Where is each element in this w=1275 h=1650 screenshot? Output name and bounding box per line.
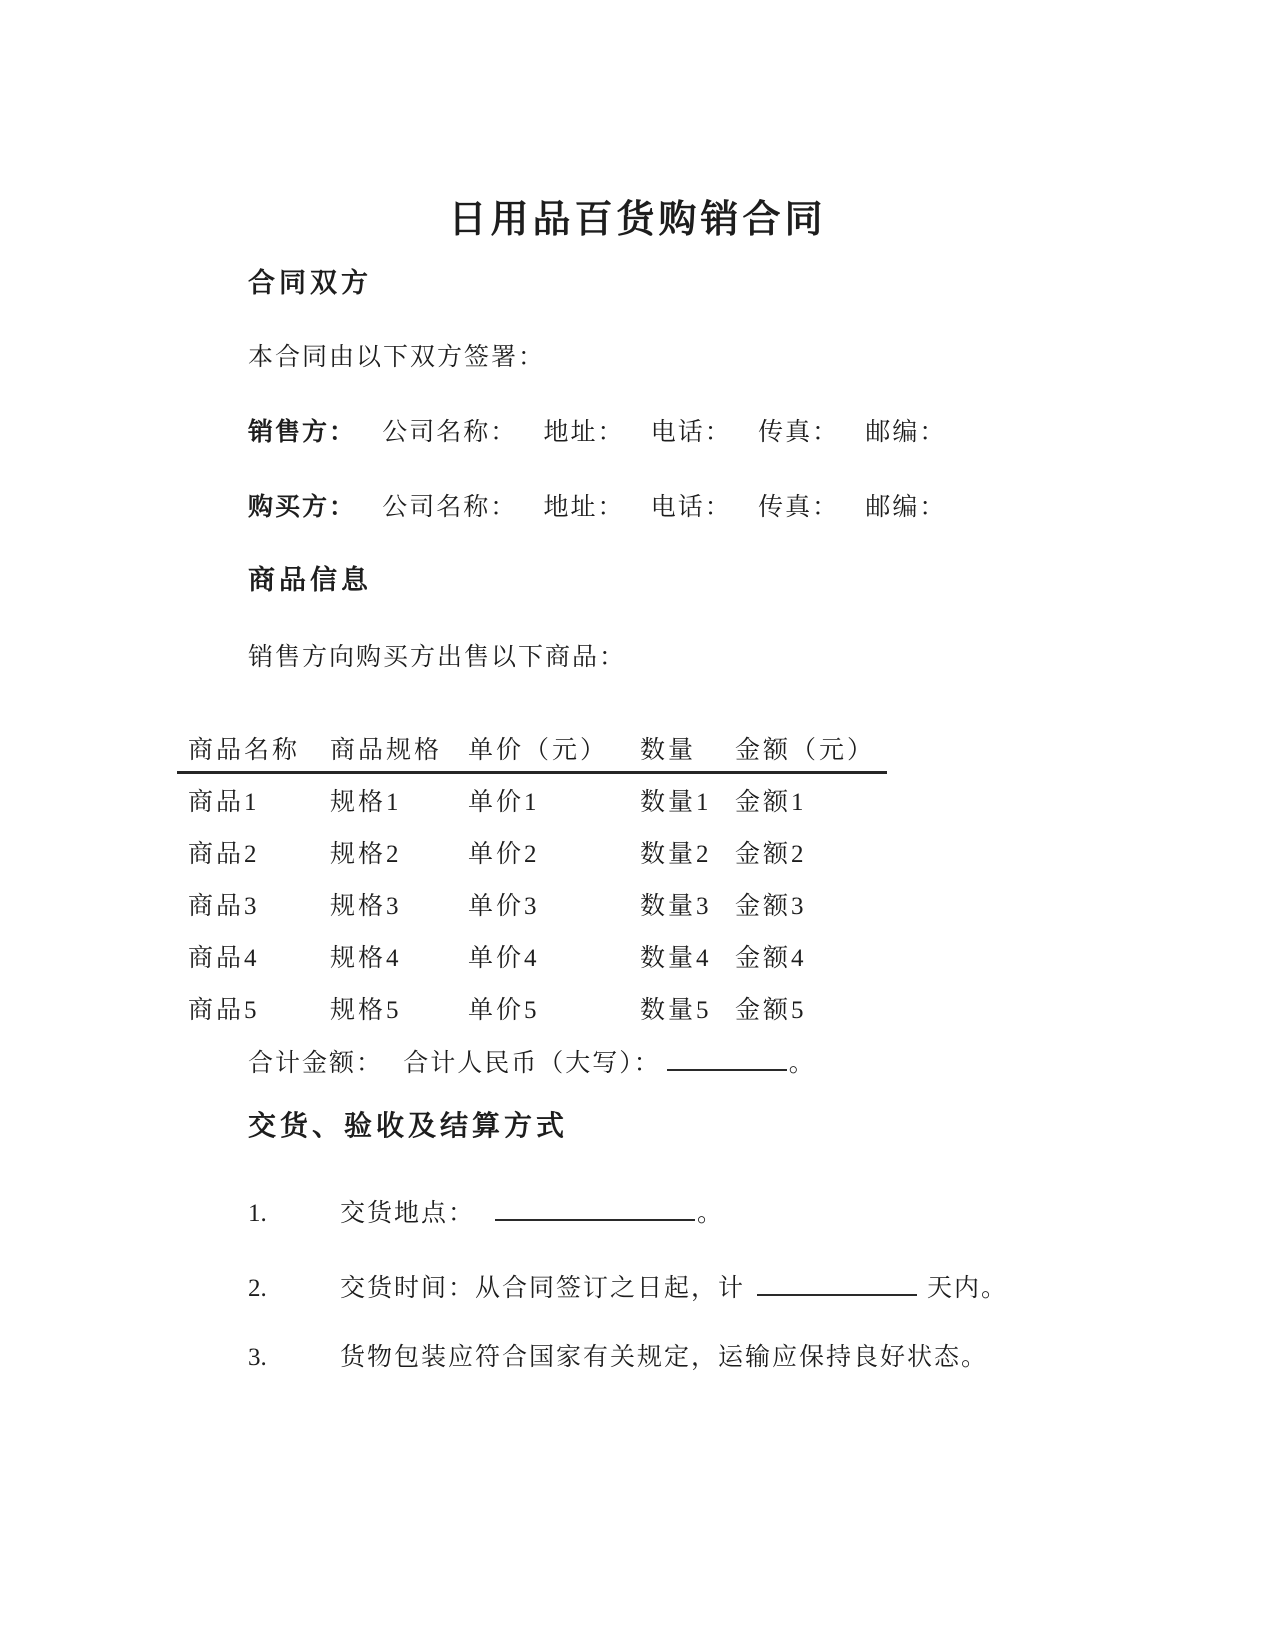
total-amount-words-label: 合计人民币（大写）： [403, 1050, 661, 1077]
list-item-suffix: 。 [697, 1200, 725, 1227]
table-cell: 单价5 [468, 997, 540, 1024]
document-title: 日用品百货购销合同 [448, 197, 827, 241]
section-heading-delivery: 交货、验收及结算方式 [248, 1109, 569, 1142]
buyer-label: 购买方： [248, 494, 357, 521]
seller-label: 销售方： [248, 419, 357, 446]
column-header-spec: 商品规格 [319, 725, 457, 773]
table-cell: 商品4 [188, 945, 260, 972]
table-cell: 金额4 [735, 945, 807, 972]
list-item-text: 货物包装应符合国家有关规定，运输应保持良好状态。 [340, 1344, 989, 1371]
table-cell: 数量4 [640, 945, 712, 972]
list-item-text: 交货地点： [340, 1200, 476, 1227]
table-row [177, 930, 887, 982]
table-row [177, 773, 887, 827]
list-item-packaging [248, 1344, 988, 1373]
table-row [177, 878, 887, 930]
list-item-suffix: 天内。 [927, 1275, 1009, 1302]
table-cell: 数量5 [640, 997, 712, 1024]
list-item-number: 3. [248, 1344, 267, 1371]
section-heading-goods: 商品信息 [248, 565, 372, 596]
table-cell: 商品5 [188, 997, 260, 1024]
seller-zip-field-label: 邮编： [865, 419, 947, 446]
table-cell: 规格4 [330, 945, 402, 972]
table-row [177, 826, 887, 878]
goods-intro-paragraph: 销售方向购买方出售以下商品： [248, 644, 627, 671]
parties-intro-paragraph: 本合同由以下双方签署： [248, 344, 546, 371]
seller-address-field-label: 地址： [543, 419, 625, 446]
table-cell: 规格5 [330, 997, 402, 1024]
table-cell: 金额2 [735, 841, 807, 868]
buyer-company-field-label: 公司名称： [382, 494, 518, 521]
table-cell: 数量2 [640, 841, 712, 868]
buyer-info-line [248, 494, 946, 523]
table-cell: 商品3 [188, 893, 260, 920]
table-cell: 数量1 [640, 789, 712, 816]
list-item-number: 1. [248, 1200, 267, 1227]
seller-phone-field-label: 电话： [650, 419, 732, 446]
buyer-fax-field-label: 传真： [758, 494, 840, 521]
total-amount-blank-field [667, 1044, 787, 1071]
total-amount-label: 合计金额： [248, 1050, 384, 1077]
table-cell: 数量3 [640, 893, 712, 920]
seller-fax-field-label: 传真： [758, 419, 840, 446]
total-amount-suffix: 。 [788, 1050, 816, 1077]
table-cell: 金额1 [735, 789, 807, 816]
table-cell: 规格2 [330, 841, 402, 868]
column-header-product-name: 商品名称 [177, 725, 319, 773]
table-cell: 商品1 [188, 789, 260, 816]
buyer-phone-field-label: 电话： [650, 494, 732, 521]
table-cell: 规格1 [330, 789, 402, 816]
seller-company-field-label: 公司名称： [382, 419, 518, 446]
column-header-quantity: 数量 [629, 725, 724, 773]
table-cell: 金额5 [735, 997, 807, 1024]
table-row [177, 982, 887, 1034]
column-header-unit-price: 单价（元） [457, 725, 629, 773]
goods-table [177, 725, 887, 1034]
buyer-address-field-label: 地址： [543, 494, 625, 521]
list-item-text: 交货时间：从合同签订之日起，计 [340, 1275, 746, 1302]
table-cell: 商品2 [188, 841, 260, 868]
total-amount-line [248, 1044, 816, 1079]
list-item-delivery-place [248, 1194, 724, 1229]
goods-table-header-row [177, 725, 887, 773]
buyer-zip-field-label: 邮编： [865, 494, 947, 521]
table-cell: 金额3 [735, 893, 807, 920]
list-item-number: 2. [248, 1275, 267, 1302]
table-cell: 单价1 [468, 789, 540, 816]
column-header-amount: 金额（元） [724, 725, 887, 773]
table-cell: 单价4 [468, 945, 540, 972]
delivery-place-blank-field [495, 1194, 695, 1221]
list-item-delivery-time [248, 1269, 1008, 1304]
table-cell: 规格3 [330, 893, 402, 920]
section-heading-parties: 合同双方 [248, 268, 372, 299]
table-cell: 单价2 [468, 841, 540, 868]
table-cell: 单价3 [468, 893, 540, 920]
seller-info-line [248, 419, 946, 448]
delivery-days-blank-field [757, 1269, 917, 1296]
